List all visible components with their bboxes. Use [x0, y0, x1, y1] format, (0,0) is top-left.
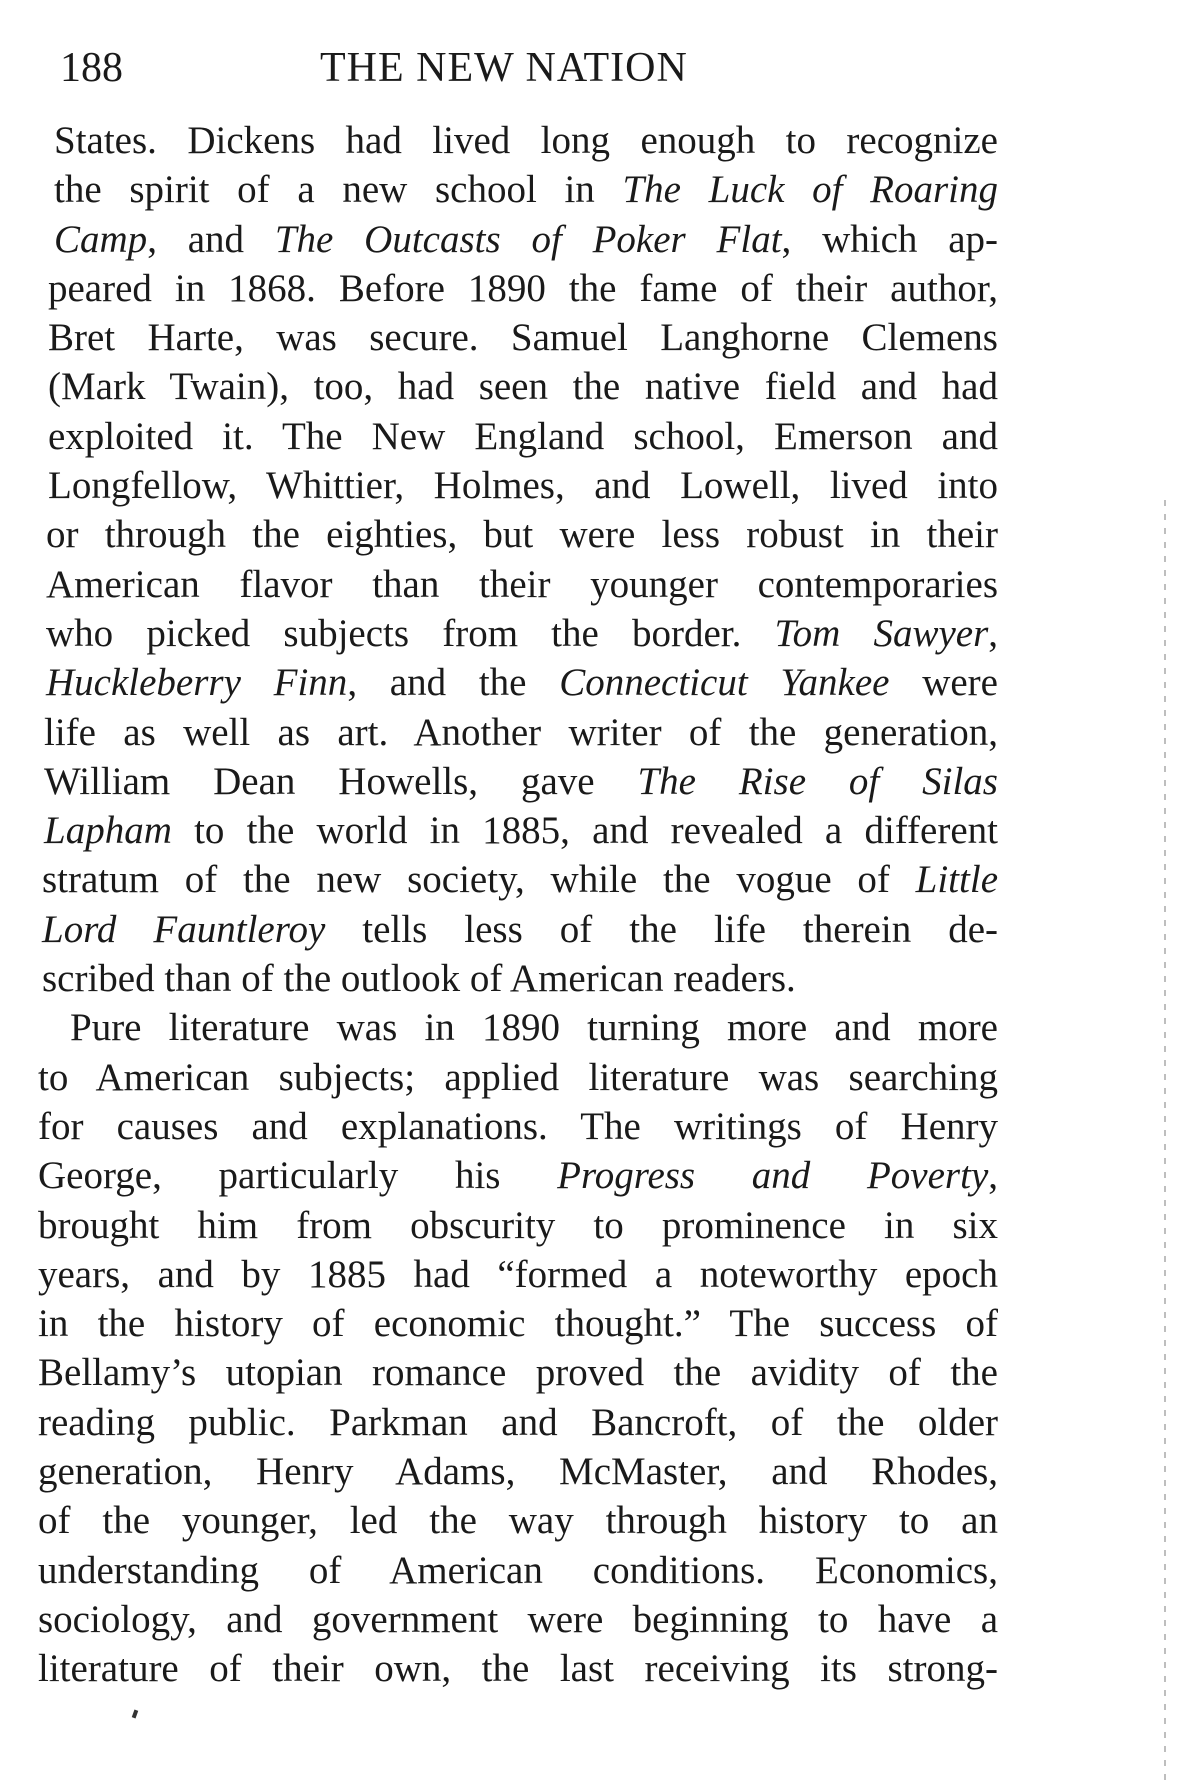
- italic-title: Little: [915, 858, 998, 902]
- text-segment: to American subjects; applied literature was searching: [38, 1055, 998, 1099]
- text-segment: , which ap-: [781, 217, 998, 261]
- text-line: [38, 461, 998, 510]
- text-segment: who picked subjects from the border.: [46, 611, 775, 655]
- text-line: [38, 1447, 998, 1496]
- text-segment: Bret Harte, was secure. Samuel Langhorne Clemens: [48, 316, 998, 360]
- text-line: [38, 510, 998, 559]
- page-header: [60, 38, 1020, 98]
- text-segment: stratum of the new society, while the vogue of: [42, 858, 916, 902]
- text-segment: to the world in 1885, and revealed a different: [171, 809, 998, 853]
- text-segment: (Mark Twain), too, had seen the native field and had: [48, 365, 998, 409]
- text-segment: for causes and explanations. The writings of Henry: [38, 1104, 998, 1148]
- text-segment: or through the eighties, but were less robust in their: [46, 513, 998, 557]
- text-line: [38, 264, 998, 313]
- text-line: [38, 116, 998, 165]
- italic-title: The Rise of Silas: [637, 759, 998, 803]
- text-line: [38, 362, 998, 411]
- text-line: [38, 1546, 998, 1595]
- text-line: [38, 1102, 998, 1151]
- text-line: [38, 757, 998, 806]
- text-segment: George, particularly his: [38, 1154, 558, 1198]
- italic-title: Connecticut Yankee: [559, 661, 890, 705]
- italic-title: The Outcasts of Poker Flat: [274, 217, 782, 261]
- text-line: [38, 609, 998, 658]
- text-segment: understanding of American conditions. Economics,: [38, 1548, 998, 1592]
- text-line: [38, 412, 998, 461]
- text-segment: scribed than of the outlook of American readers.: [42, 957, 796, 1001]
- text-line: [38, 1151, 998, 1200]
- text-line: [38, 806, 998, 855]
- text-segment: States. Dickens had lived long enough to recognize: [54, 119, 998, 162]
- text-line: [38, 1201, 998, 1250]
- italic-title: Tom Sawyer: [774, 611, 989, 655]
- text-line: [38, 1595, 998, 1644]
- text-segment: in the history of economic thought.” The success of: [38, 1302, 998, 1346]
- text-segment: Longfellow, Whittier, Holmes, and Lowell, lived into: [48, 464, 998, 508]
- text-segment: , and the: [347, 661, 560, 705]
- text-segment: ,: [988, 611, 998, 655]
- text-line: [38, 905, 998, 954]
- italic-title: The Luck of Roaring: [622, 168, 998, 212]
- text-segment: literature of their own, the last receiving its strong-: [38, 1647, 998, 1691]
- text-segment: brought him from obscurity to prominence in six: [38, 1203, 998, 1247]
- text-segment: sociology, and government were beginning to have a: [38, 1597, 998, 1641]
- text-line: [38, 1398, 998, 1447]
- text-line: [38, 560, 998, 609]
- page-number: 188: [60, 45, 123, 91]
- text-line: [38, 1003, 998, 1052]
- italic-title: Lapham: [44, 809, 172, 853]
- page-edge-line: [1164, 500, 1166, 1781]
- text-line: [38, 1053, 998, 1102]
- italic-title: Huckleberry Finn: [46, 661, 348, 705]
- text-line: [38, 658, 998, 707]
- text-line: [38, 1348, 998, 1397]
- text-segment: William Dean Howells, gave: [44, 759, 638, 803]
- text-segment: the spirit of a new school in: [54, 168, 623, 212]
- text-line: [38, 1299, 998, 1348]
- text-line: [38, 1644, 998, 1693]
- text-segment: years, and by 1885 had “formed a noteworthy epoch: [38, 1252, 998, 1296]
- text-line: [38, 313, 998, 362]
- text-segment: Pure literature was in 1890 turning more and more: [70, 1006, 998, 1050]
- italic-title: Lord Fauntleroy: [42, 907, 326, 951]
- text-segment: generation, Henry Adams, McMaster, and Rhodes,: [38, 1450, 998, 1494]
- text-line: [38, 954, 998, 1003]
- text-segment: ,: [988, 1154, 999, 1198]
- body-text: [38, 116, 998, 1694]
- print-speck: [132, 1710, 138, 1719]
- italic-title: Progress and Poverty: [557, 1154, 989, 1198]
- text-line: [38, 1496, 998, 1545]
- italic-title: Camp: [54, 217, 148, 261]
- text-segment: reading public. Parkman and Bancroft, of the older: [38, 1400, 998, 1444]
- text-segment: of the younger, led the way through history to an: [38, 1499, 998, 1543]
- text-segment: peared in 1868. Before 1890 the fame of their author,: [48, 266, 998, 310]
- running-title: THE NEW NATION: [320, 45, 688, 91]
- text-segment: life as well as art. Another writer of the generation,: [44, 710, 998, 754]
- text-line: [38, 215, 998, 264]
- page-edge-shadow: [1150, 500, 1180, 1781]
- text-segment: tells less of the life therein de-: [325, 907, 999, 951]
- text-segment: exploited it. The New England school, Emerson and: [48, 414, 998, 458]
- text-line: [38, 708, 998, 757]
- text-line: [38, 855, 998, 904]
- text-line: [38, 1250, 998, 1299]
- text-segment: American flavor than their younger contemporaries: [46, 562, 998, 606]
- text-segment: Bellamy’s utopian romance proved the avidity of the: [38, 1351, 998, 1395]
- text-line: [38, 165, 998, 214]
- text-segment: , and: [147, 217, 275, 261]
- text-segment: were: [889, 661, 998, 705]
